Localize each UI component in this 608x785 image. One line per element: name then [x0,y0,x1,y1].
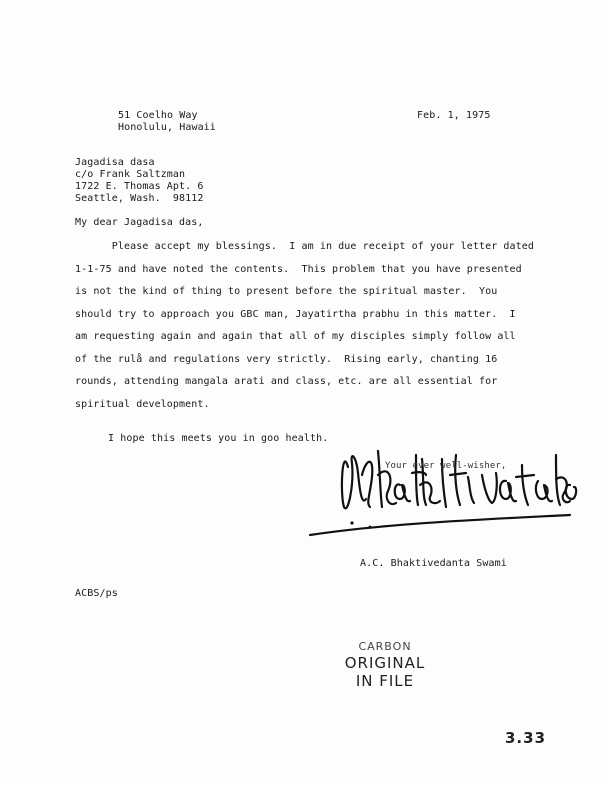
signer-name: A.C. Bhaktivedanta Swami [360,558,507,569]
salutation: My dear Jagadisa das, [75,217,204,228]
handwritten-signature [270,415,590,555]
recipient-address-line-4: Seattle, Wash. 98112 [75,193,204,204]
stamp-line-2: ORIGINAL [344,654,426,672]
body-paragraph [75,236,534,416]
valediction: Your ever well-wisher, [385,461,507,471]
recipient-address-line-2: c/o Frank Saltzman [75,169,186,180]
closing-line: I hope this meets you in goo health. [108,433,329,444]
carbon-original-stamp [330,640,440,690]
reference-initials: ACBS/ps [75,588,118,599]
sender-address [118,110,216,134]
recipient-address [75,157,204,205]
body-line: 1-1-75 and have noted the contents. This problem that you have presented [75,263,522,275]
body-line: is not the kind of thing to present before the spiritual master. You [75,286,498,297]
sender-address-line-1: 51 Coelho Way [118,110,198,121]
stamp-line-1: CARBON [358,640,412,653]
body-line: Please accept my blessings. I am in due receipt of your letter dated [75,241,535,252]
stamp-line-3: IN FILE [355,672,415,690]
body-line: rounds, attending mangala arati and class, etc. are all essential for [75,376,498,387]
file-number: 3.33 [505,729,547,747]
body-line: am requesting again and again that all of my disciples simply follow all [75,331,516,342]
body-line: should try to approach you GBC man, Jayatirtha prabhu in this matter. I [75,308,516,320]
sender-address-line-2: Honolulu, Hawaii [118,122,216,133]
body-line: of the rulå and regulations very strictly. Rising early, chanting 16 [75,353,498,365]
recipient-address-line-3: 1722 E. Thomas Apt. 6 [75,181,204,192]
body-line: spiritual development. [75,398,210,410]
recipient-address-line-1: Jagadisa dasa [75,157,155,168]
letter-date: Feb. 1, 1975 [417,110,491,121]
